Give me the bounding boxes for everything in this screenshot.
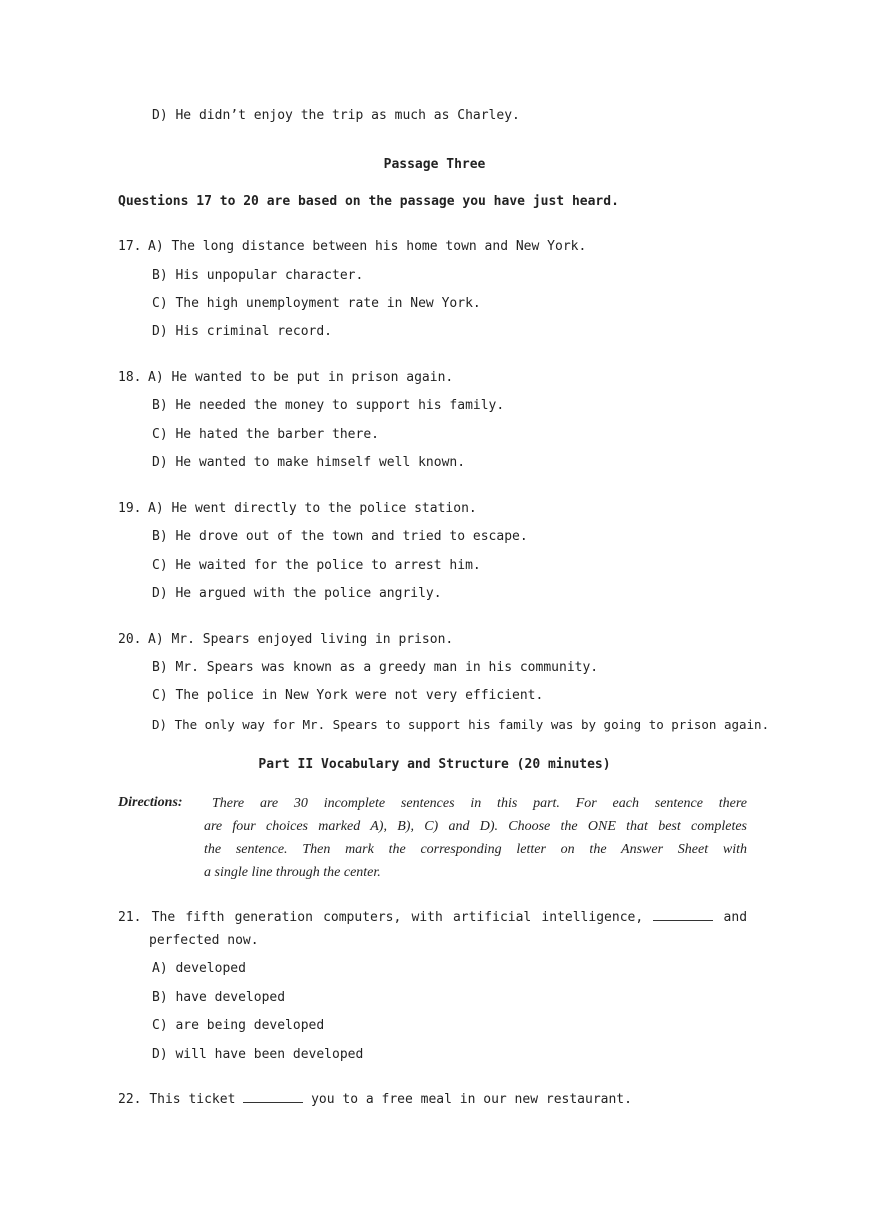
q18-option-a: A) He wanted to be put in prison again. [148, 370, 454, 385]
question-22-stem-part1: This ticket [149, 1092, 236, 1107]
question-21-stem-line2: perfected now. [149, 933, 259, 948]
q18-option-d: D) He wanted to make himself well known. [152, 455, 466, 470]
q21-option-d: D) will have been developed [152, 1047, 364, 1062]
passage-title: Passage Three [383, 157, 486, 172]
question-21-number: 21. [118, 910, 142, 925]
q19-option-b: B) He drove out of the town and tried to escape. [152, 529, 528, 544]
directions-first-line: There are 30 incomplete sentences in this part. For each sentence there [212, 796, 747, 811]
directions-line-3: the sentence. Then mark the corresponding letter on the Answer Sheet with [204, 842, 747, 857]
q18-option-c: C) He hated the barber there. [152, 427, 379, 442]
question-21-stem [118, 909, 747, 927]
question-21-stem-part1: The fifth generation computers, with artificial intelligence, [151, 910, 644, 925]
part-title: Part II Vocabulary and Structure (20 minutes) [258, 757, 611, 772]
question-22-number: 22. [118, 1092, 142, 1107]
q20-option-a: A) Mr. Spears enjoyed living in prison. [148, 632, 454, 647]
q19-option-a: A) He went directly to the police station. [148, 501, 477, 516]
question-21-blank [653, 909, 713, 921]
directions-line-2: are four choices marked A), B), C) and D). Choose the ONE that best completes [204, 819, 747, 834]
q17-option-b: B) His unpopular character. [152, 268, 364, 283]
q21-option-a: A) developed [152, 961, 246, 976]
q18-option-b: B) He needed the money to support his family. [152, 398, 505, 413]
directions-label: Directions: [118, 795, 183, 810]
q20-option-d: D) The only way for Mr. Spears to support his family was by going to prison again. [152, 717, 770, 732]
q21-option-c: C) are being developed [152, 1018, 325, 1033]
passage-instruction: Questions 17 to 20 are based on the passage you have just heard. [118, 194, 619, 209]
question-21-stem-part2: and [723, 910, 748, 925]
question-18-number: 18. [118, 370, 142, 385]
q20-option-b: B) Mr. Spears was known as a greedy man in his community. [152, 660, 599, 675]
question-20-number: 20. [118, 632, 142, 647]
q20-option-c: C) The police in New York were not very efficient. [152, 688, 544, 703]
question-22-stem-part2: you to a free meal in our new restaurant. [311, 1092, 632, 1107]
q17-option-a: A) The long distance between his home town and New York. [148, 239, 587, 254]
previous-option-d: D) He didn’t enjoy the trip as much as Charley. [152, 108, 520, 123]
q19-option-d: D) He argued with the police angrily. [152, 586, 442, 601]
question-19-number: 19. [118, 501, 142, 516]
q17-option-d: D) His criminal record. [152, 324, 333, 339]
question-22-stem [118, 1091, 632, 1109]
question-17-number: 17. [118, 239, 142, 254]
q19-option-c: C) He waited for the police to arrest him. [152, 558, 481, 573]
question-22-blank [243, 1091, 303, 1103]
q17-option-c: C) The high unemployment rate in New York. [152, 296, 481, 311]
directions-line-4: a single line through the center. [204, 865, 381, 880]
q21-option-b: B) have developed [152, 990, 286, 1005]
